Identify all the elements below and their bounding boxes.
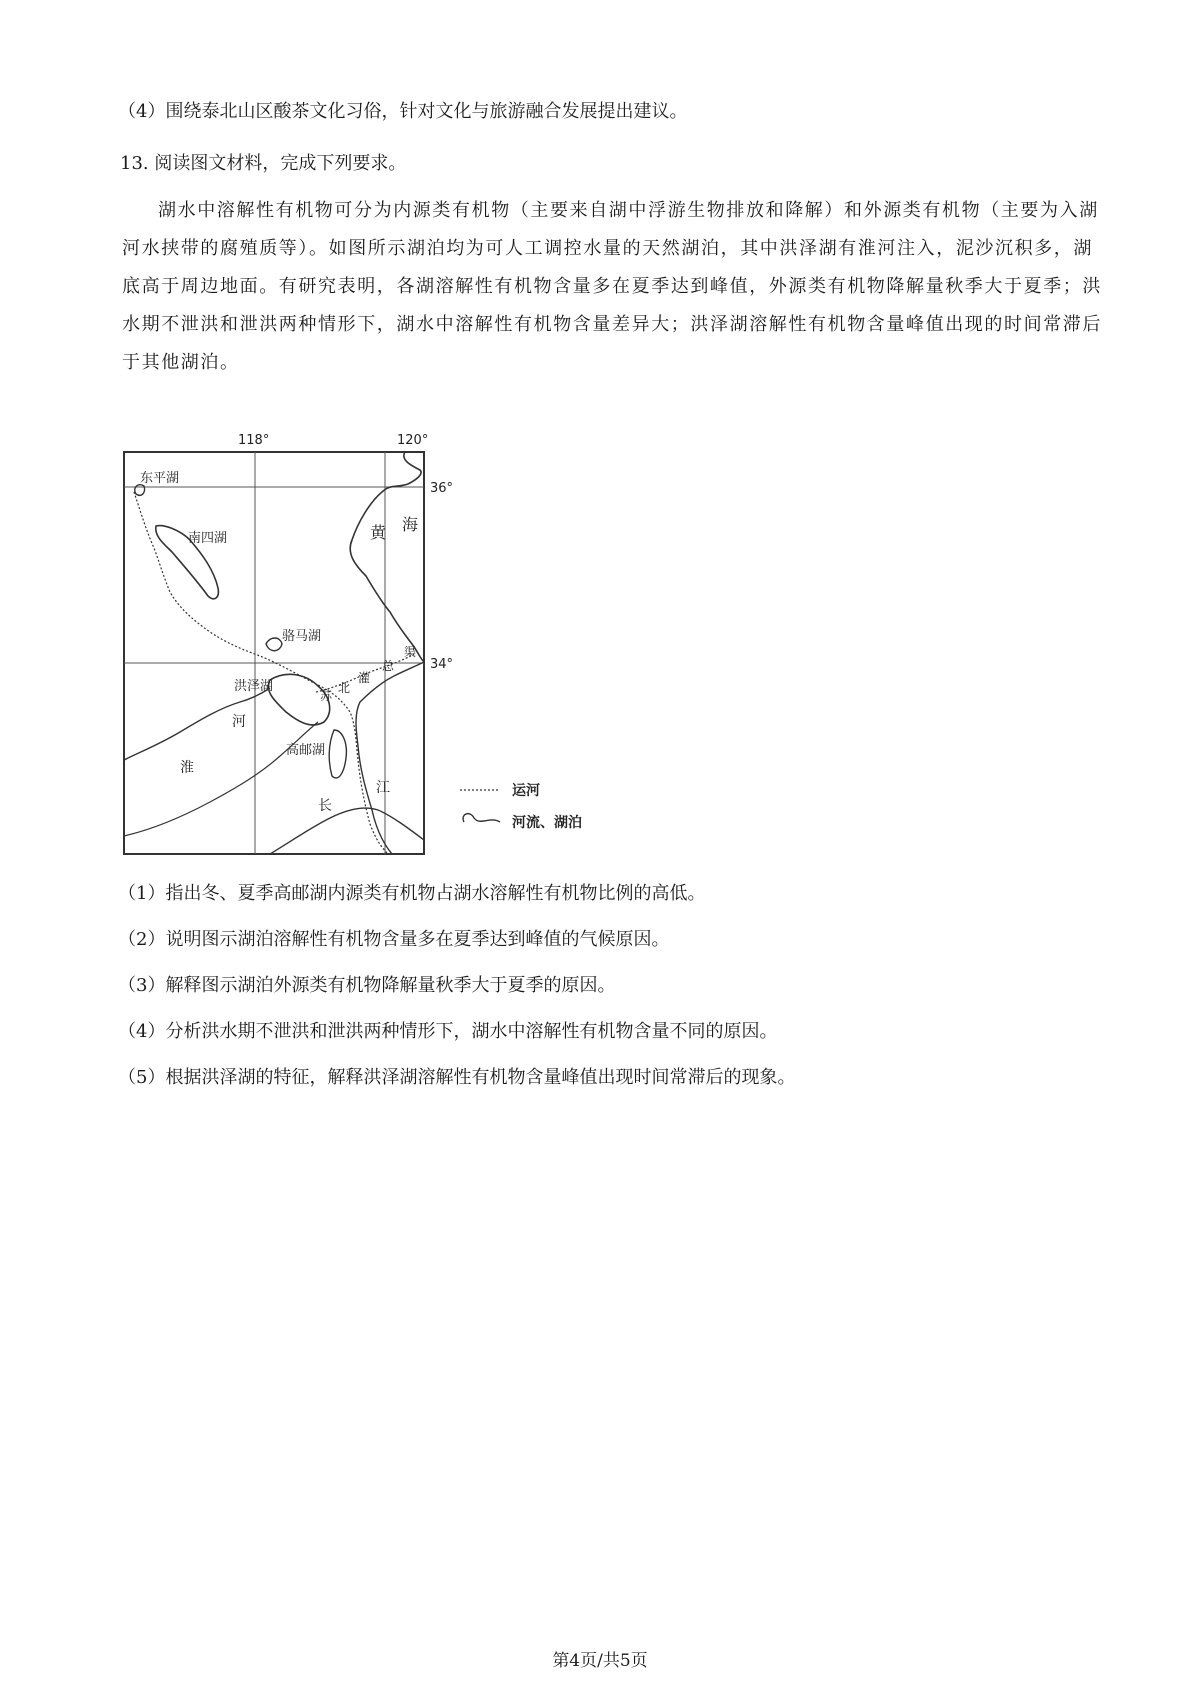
- coastline-south: [356, 662, 424, 854]
- question-13-item-2: （2）说明图示湖泊溶解性有机物含量多在夏季达到峰值的气候原因。: [118, 929, 670, 950]
- huai-river-label-1: 淮: [180, 760, 194, 776]
- question-13-material: 湖水中溶解性有机物可分为内源类有机物（主要来自湖中浮游生物排放和降解）和外源类有机物（主要为入湖河水挟带的腐殖质等）。如图所示湖泊均为可人工调控水量的天然湖泊，其中洪泽湖有淮河注入，泥沙沉积多，湖底高于周边地面。有研究表明，各湖溶解性有机物含量多在夏季达到峰值，外源类有机物降解量秋季大于夏季；洪水期不泄洪和泄洪两种情形下，湖水中溶解性有机物含量差异大；洪泽湖溶解性有机物含量峰值出现的时间常滞后于其他湖泊。: [122, 200, 1102, 373]
- huai-river-lower: [124, 722, 318, 836]
- hongze-lake-label: 洪泽湖: [234, 679, 274, 694]
- yellow-sea-label-2: 海: [402, 515, 419, 534]
- gaoyou-lake-shape: [329, 730, 346, 778]
- lon-120-label: 120°: [397, 433, 429, 448]
- yellow-sea-label-1: 黄: [370, 523, 387, 542]
- lake-map-figure: [120, 430, 680, 856]
- lon-118-label: 118°: [238, 433, 270, 448]
- lat-34-label: 34°: [430, 657, 454, 672]
- changjiang-river: [270, 808, 424, 854]
- changjiang-label-1: 长: [318, 798, 332, 814]
- nansi-lake-label: 南四湖: [188, 531, 228, 546]
- legend-river-label: 河流、湖泊: [512, 815, 582, 831]
- page-footer: 第4页/共5页: [552, 1651, 648, 1671]
- changjiang-label-2: 江: [376, 780, 390, 796]
- canal-label-3: 灌: [358, 671, 371, 685]
- question-13-title: 13. 阅读图文材料，完成下列要求。: [120, 153, 407, 174]
- question-13-item-1: （1）指出冬、夏季高邮湖内源类有机物占湖水溶解性有机物比例的高低。: [118, 883, 706, 904]
- lat-36-label: 36°: [430, 481, 454, 496]
- question-13-item-4: （4）分析洪水期不泄洪和泄洪两种情形下，湖水中溶解性有机物含量不同的原因。: [118, 1021, 778, 1042]
- luoma-lake-shape: [266, 638, 282, 651]
- legend-canal-label: 运河: [512, 783, 540, 799]
- question-12-item-4: （4）围绕泰北山区酸茶文化习俗，针对文化与旅游融合发展提出建议。: [118, 101, 688, 122]
- coastline: [350, 452, 424, 662]
- huai-river: [124, 688, 270, 760]
- canal-label-2: 北: [338, 681, 351, 695]
- legend-river-symbol: [463, 814, 500, 822]
- luoma-lake-label: 骆马湖: [282, 629, 322, 644]
- dongping-lake-label: 东平湖: [140, 471, 180, 486]
- dongping-lake-shape: [135, 485, 145, 496]
- canal-label-4: 总: [382, 659, 395, 673]
- gaoyou-lake-label: 高邮湖: [286, 743, 326, 758]
- question-13-item-3: （3）解释图示湖泊外源类有机物降解量秋季大于夏季的原因。: [118, 975, 616, 996]
- question-13-item-5: （5）根据洪泽湖的特征，解释洪泽湖溶解性有机物含量峰值出现时间常滞后的现象。: [118, 1067, 796, 1088]
- huai-river-label-2: 河: [232, 714, 246, 730]
- canal-label-5: 渠: [404, 645, 417, 659]
- canal-label-1: 苏: [320, 689, 333, 703]
